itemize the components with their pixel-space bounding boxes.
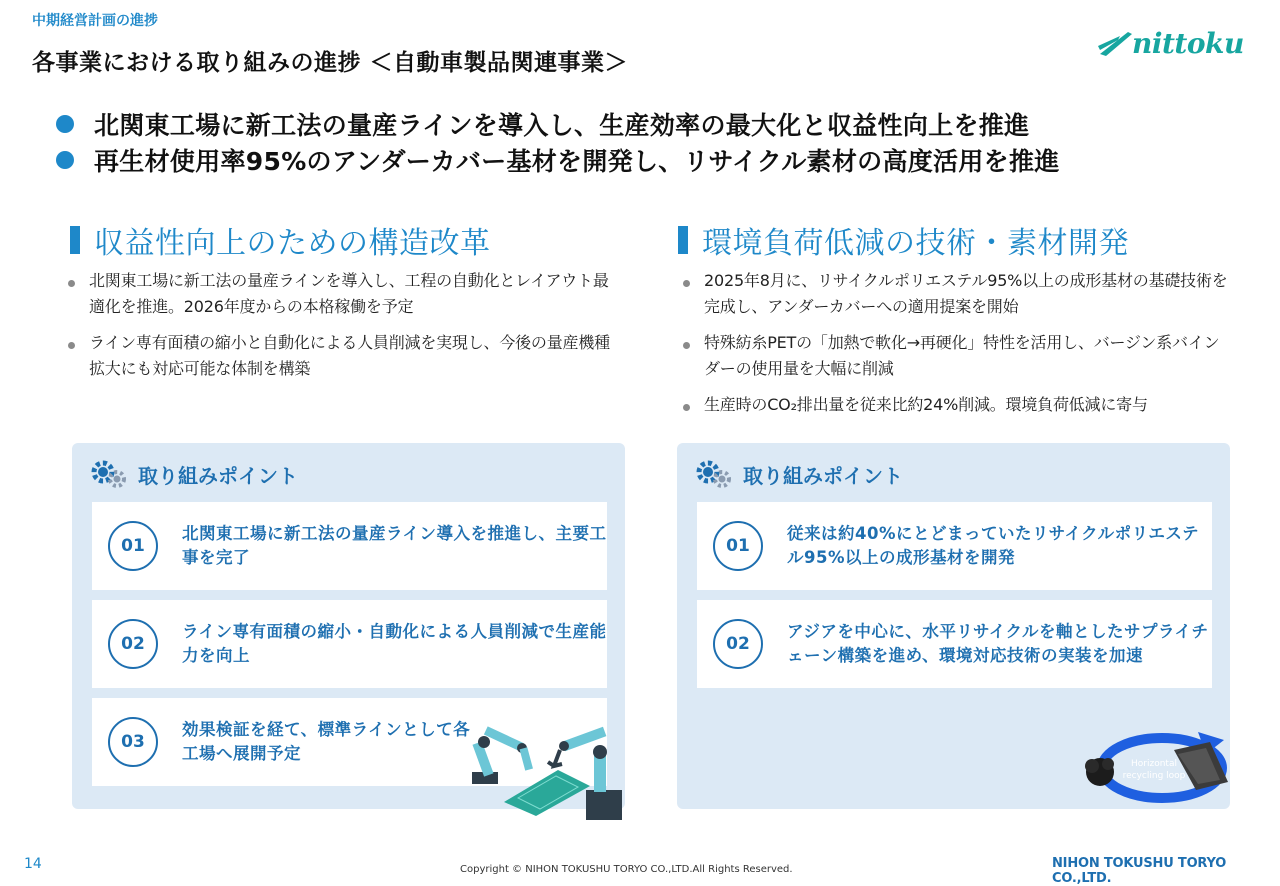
right-section-heading [678, 220, 1129, 260]
right-detail-list [683, 268, 1228, 428]
copyright-text: Copyright © NIHON TOKUSHU TORYO CO.,LTD.All Rights Reserved. [460, 864, 793, 875]
panel-header [695, 457, 903, 491]
point-card [92, 600, 607, 688]
recycling-loop-label: Horizontal recycling loop [1122, 759, 1186, 781]
bullet-dot-icon [56, 115, 74, 133]
breadcrumb: 中期経営計画の進捗 [32, 13, 158, 29]
logo-text: nittoku [1132, 26, 1244, 60]
heading-bar [678, 226, 688, 254]
point-number: 02 [713, 619, 763, 669]
left-heading-text: 収益性向上のための構造改革 [94, 226, 491, 261]
point-text: 従来は約40%にとどまっていたリサイクルポリエステル95%以上の成形基材を開発 [787, 524, 1200, 567]
summary-bullet [56, 142, 1060, 178]
right-heading-text: 環境負荷低減の技術・素材開発 [702, 226, 1129, 261]
point-card [697, 600, 1212, 688]
point-text: アジアを中心に、水平リサイクルを軸としたサプライチェーン構築を進め、環境対応技術の実装を加速 [787, 622, 1209, 665]
list-item [683, 330, 1228, 382]
point-number: 01 [713, 521, 763, 571]
summary-bullet [56, 106, 1060, 142]
bullet-dot-icon [683, 280, 690, 287]
gears-icon [695, 457, 733, 491]
bullet-dot-icon [56, 151, 74, 169]
list-item-text: 北関東工場に新工法の量産ラインを導入し、工程の自動化とレイアウト最適化を推進。2026年度からの本格稼働を予定 [89, 271, 609, 316]
list-item [68, 268, 613, 320]
bullet-dot-icon [68, 342, 75, 349]
logo-mark-icon [1098, 28, 1134, 58]
panel-title: 取り組みポイント [138, 463, 298, 488]
bullet-dot-icon [683, 404, 690, 411]
point-number: 02 [108, 619, 158, 669]
list-item-text: ライン専有面積の縮小と自動化による人員削減を実現し、今後の量産機種拡大にも対応可能な体制を構築 [89, 333, 610, 378]
page-title: 各事業における取り組みの進捗 ＜自動車製品関連事業＞ [32, 50, 629, 76]
list-item [68, 330, 613, 382]
list-item [683, 392, 1228, 418]
summary-bullet-text: 再生材使用率95%のアンダーカバー基材を開発し、リサイクル素材の高度活用を推進 [94, 147, 1060, 176]
panel-title: 取り組みポイント [743, 463, 903, 488]
heading-bar [70, 226, 80, 254]
bullet-dot-icon [68, 280, 75, 287]
panel-header [90, 457, 298, 491]
point-number: 01 [108, 521, 158, 571]
summary-bullets [56, 106, 1060, 178]
point-text: 北関東工場に新工法の量産ライン導入を推進し、主要工事を完了 [182, 524, 607, 567]
company-logo [1098, 26, 1258, 60]
list-item-text: 2025年8月に、リサイクルポリエステル95%以上の成形基材の基礎技術を完成し、アンダーカバーへの適用提案を開始 [704, 271, 1228, 316]
bullet-dot-icon [683, 342, 690, 349]
point-number: 03 [108, 717, 158, 767]
list-item-text: 生産時のCO₂排出量を従来比約24%削減。環境負荷低減に寄与 [704, 395, 1148, 414]
gears-icon [90, 457, 128, 491]
left-section-heading [70, 220, 491, 260]
robot-arms-illustration [468, 712, 628, 820]
point-card [92, 502, 607, 590]
summary-bullet-text: 北関東工場に新工法の量産ラインを導入し、生産効率の最大化と収益性向上を推進 [94, 111, 1030, 140]
point-text: 効果検証を経て、標準ラインとして各工場へ展開予定 [182, 720, 471, 763]
page-number: 14 [24, 856, 42, 872]
point-text: ライン専有面積の縮小・自動化による人員削減で生産能力を向上 [182, 622, 607, 665]
list-item-text: 特殊紡糸PETの「加熱で軟化→再硬化」特性を活用し、バージン系バインダーの使用量を大幅に削減 [704, 333, 1220, 378]
point-card [697, 502, 1212, 590]
list-item [683, 268, 1228, 320]
company-name: NIHON TOKUSHU TORYO CO.,LTD. [1052, 856, 1227, 886]
left-detail-list [68, 268, 613, 392]
